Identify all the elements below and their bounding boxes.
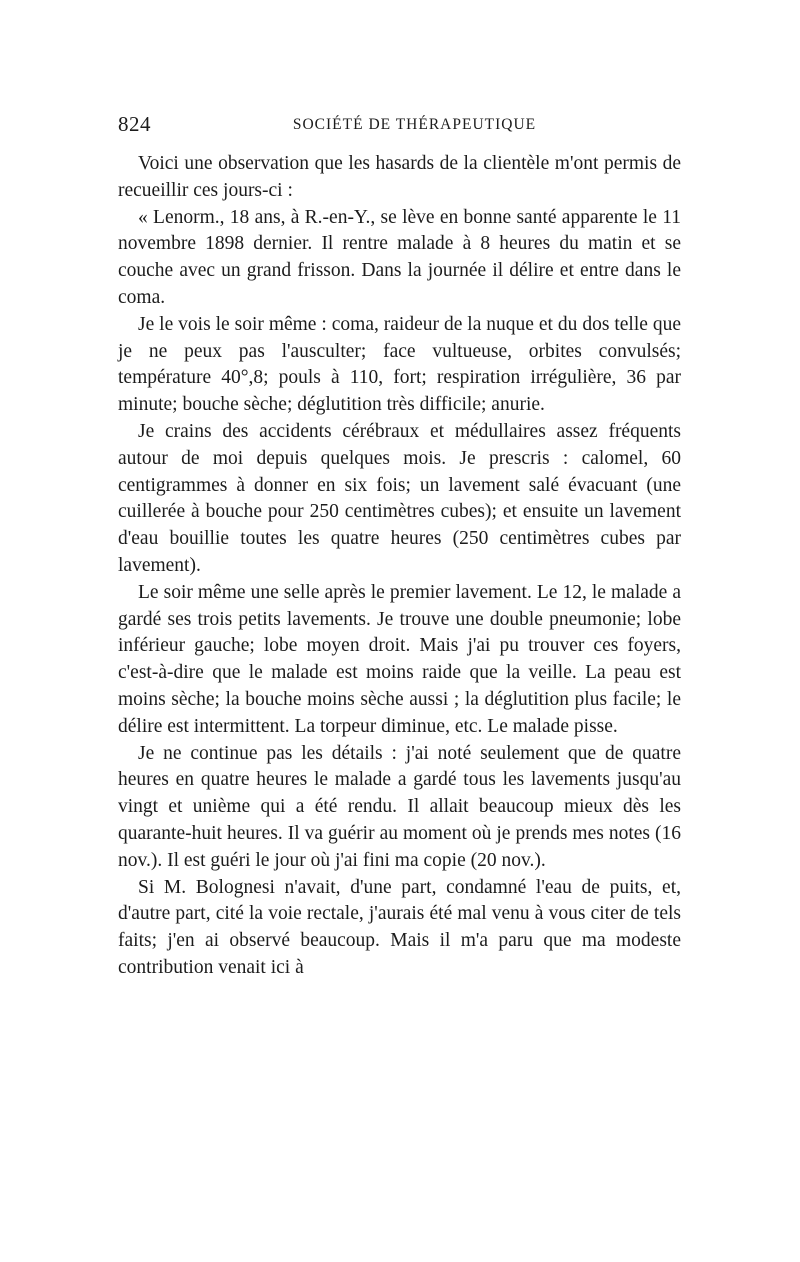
paragraph: « Lenorm., 18 ans, à R.-en-Y., se lève en bonne santé apparente le 11 novembre 1898 dernier. Il rentre malade à 8 heures du matin et se couche avec un grand frisson. Dans la journée il délire et entre dans le coma.: [118, 206, 681, 308]
running-head: SOCIÉTÉ DE THÉRAPEUTIQUE: [292, 116, 537, 133]
paragraph: Je ne continue pas les détails : j'ai noté seulement que de quatre heures en quatre heures le malade a gardé tous les lavements jusqu'au vingt et unième qui a été rendu. Il allait beaucoup mieux dès les quarante-huit heures. Il va guérir au moment où je prends mes notes (16 nov.). Il est guéri le jour où j'ai fini ma copie (20 nov.).: [118, 742, 681, 871]
page-number: 824: [118, 112, 151, 136]
paragraph: Si M. Bolognesi n'avait, d'une part, condamné l'eau de puits, et, d'autre part, cité la voie rectale, j'aurais été mal venu à vous citer de tels faits; j'en ai observé beaucoup. Mais il m'a paru que ma modeste contribution venait ici à: [118, 876, 681, 978]
body-text: [118, 151, 681, 982]
paragraph: Le soir même une selle après le premier lavement. Le 12, le malade a gardé ses trois petits lavements. Je trouve une double pneumonie; lobe inférieur gauche; lobe moyen droit. Mais j'ai pu trouver ces foyers, c'est-à-dire que le malade est moins raide que la veille. La peau est moins sèche; la bouche moins sèche aussi ; la déglutition plus facile; le délire est intermittent. La torpeur diminue, etc. Le malade pisse.: [118, 581, 681, 737]
paragraph: Je le vois le soir même : coma, raideur de la nuque et du dos telle que je ne peux pas l'ausculter; face vultueuse, orbites convulsés; température 40°,8; pouls à 110, fort; respiration irrégulière, 36 par minute; bouche sèche; déglutition très difficile; anurie.: [118, 313, 681, 416]
paragraph: Je crains des accidents cérébraux et médullaires assez fréquents autour de moi depuis quelques mois. Je prescris : calomel, 60 centigrammes à donner en six fois; un lavement salé évacuant (une cuillerée à bouche pour 250 centimètres cubes); et ensuite un lavement d'eau bouillie toutes les quatre heures (250 centimètres cubes par lavement).: [118, 420, 681, 576]
page-header: [118, 112, 681, 142]
paragraph: Voici une observation que les hasards de la clientèle m'ont permis de recueillir ces jours-ci :: [118, 153, 681, 201]
